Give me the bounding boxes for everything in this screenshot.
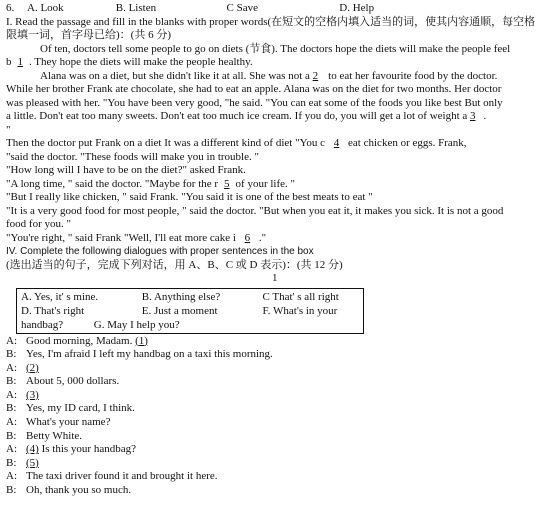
dialogue-blank-5[interactable]: (5) [26, 456, 39, 469]
option-e: E. Just a moment [141, 304, 218, 317]
passage-line: "said the doctor. "These foods will make you in trouble. " [6, 150, 259, 163]
passage-line: Then the doctor put Frank on a diet It was a different kind of diet "You c 4 eat chicken or eggs. Frank, [6, 137, 467, 149]
passage-line: food for you. " [6, 218, 71, 230]
passage-line: b 1 . They hope the diets will make the people healthy. [6, 56, 253, 68]
option-f-cont: handbag? [21, 318, 64, 331]
passage-line: While her brother Frank ate chocolate, she had to eat an apple. Alana was on the diet for two months. Her doctor [6, 83, 502, 95]
q6-option-b: B. Listen [115, 2, 157, 14]
dialogue-blank-4[interactable]: (4) [26, 443, 39, 456]
dialogue-line: A: What's your name? [6, 416, 111, 429]
dialogue-line: B: (5) [6, 456, 39, 469]
worksheet [6, 2, 551, 498]
dialogue-blank-1[interactable]: (1) [135, 334, 148, 347]
option-d: D. That's right [21, 304, 85, 317]
dialogue-line: A: Good morning, Madam. (1) [6, 334, 148, 347]
dialogue-line: B: Oh, thank you so much. [6, 484, 132, 497]
part4-heading: IV. Complete the following dialogues with proper sentences in the box [6, 246, 314, 257]
dialogue-blank-3[interactable]: (3) [26, 388, 39, 401]
passage-line: "A long time, " said the doctor. "Maybe for the r 5 of your life. " [6, 177, 296, 190]
answer-options-box [16, 288, 364, 334]
dialogue-line: A: (4) Is this your handbag? [6, 443, 136, 456]
dialogue-line: A: The taxi driver found it and brought it here. [6, 470, 218, 483]
passage-line: "You're right, " said Frank "Well, I'll eat more cake i 6 ." [6, 231, 267, 244]
option-c: C That' s all right [262, 290, 339, 303]
blank-1[interactable]: 1 [17, 56, 23, 68]
dialogue-blank-2[interactable]: (2) [26, 361, 39, 374]
q6-number: 6. [6, 2, 15, 14]
options-row [21, 290, 359, 304]
q6-options-line [6, 2, 551, 16]
part1-heading: I. Read the passage and fill in the blanks with proper words(在短文的空格内填入适当的词，使其内容通顺，每空格限填一词，首字母已给)：(共 6 分) [6, 15, 536, 41]
dialogue-line: A: (3) [6, 388, 39, 401]
blank-4[interactable]: 4 [333, 137, 340, 149]
dialogue-line: B: Yes, I'm afraid I left my handbag on a taxi this morning. [6, 348, 273, 361]
part4-subheading: (选出适当的句子，完成下列对话，用 A、B、C 或 D 表示)：(共 12 分) [6, 258, 343, 271]
passage-line: "But I really like chicken, " said Frank. "You said it is one of the best meats to eat " [6, 191, 373, 203]
passage-line: Alana was on a diet, but she didn't like it at all. She was not a 2 to eat her favourite food by the doctor. [40, 69, 498, 82]
option-f: F. What's in your [262, 304, 338, 317]
option-a: A. Yes, it' s mine. [21, 290, 99, 303]
blank-2[interactable]: 2 [312, 69, 319, 82]
dialogue-line: A: (2) [6, 361, 39, 374]
option-g: G. May I help you? [93, 318, 180, 331]
dialogue-line: B: About 5, 000 dollars. [6, 375, 120, 388]
q6-option-d: D. Help [339, 2, 375, 14]
dialogue-line: B: Betty White. [6, 429, 83, 442]
blank-3[interactable]: 3 [470, 110, 476, 122]
dialogue [6, 335, 551, 498]
passage-line: was pleased with her. "You have been very good, "he said. "You can eat some of the foods you like best But only [6, 96, 503, 109]
blank-5[interactable]: 5 [224, 177, 230, 190]
passage-line: a little. Don't eat too many sweets. Don't eat too much ice cream. If you do, you will get a lot of weight a 3 . [6, 110, 487, 122]
q6-option-c: C Save [226, 2, 258, 14]
page-mark: 1 [272, 272, 278, 284]
options-row [21, 318, 359, 332]
options-row [21, 304, 359, 318]
q6-option-a: A. Look [27, 2, 64, 14]
blank-6[interactable]: 6 [244, 231, 251, 244]
option-b: B. Anything else? [141, 290, 221, 303]
dialogue-line: B: Yes, my ID card, I think. [6, 402, 135, 415]
passage-line: " [6, 123, 11, 136]
passage-line: "It is a very good food for most people, " said the doctor. "But when you eat it, it makes you sick. It is not a good [6, 204, 504, 217]
passage-line: "How long will I have to be on the diet?" asked Frank. [6, 164, 246, 176]
passage-line: Of ten, doctors tell some people to go on diets (节食). The doctors hope the diets will make the people feel [40, 42, 511, 55]
